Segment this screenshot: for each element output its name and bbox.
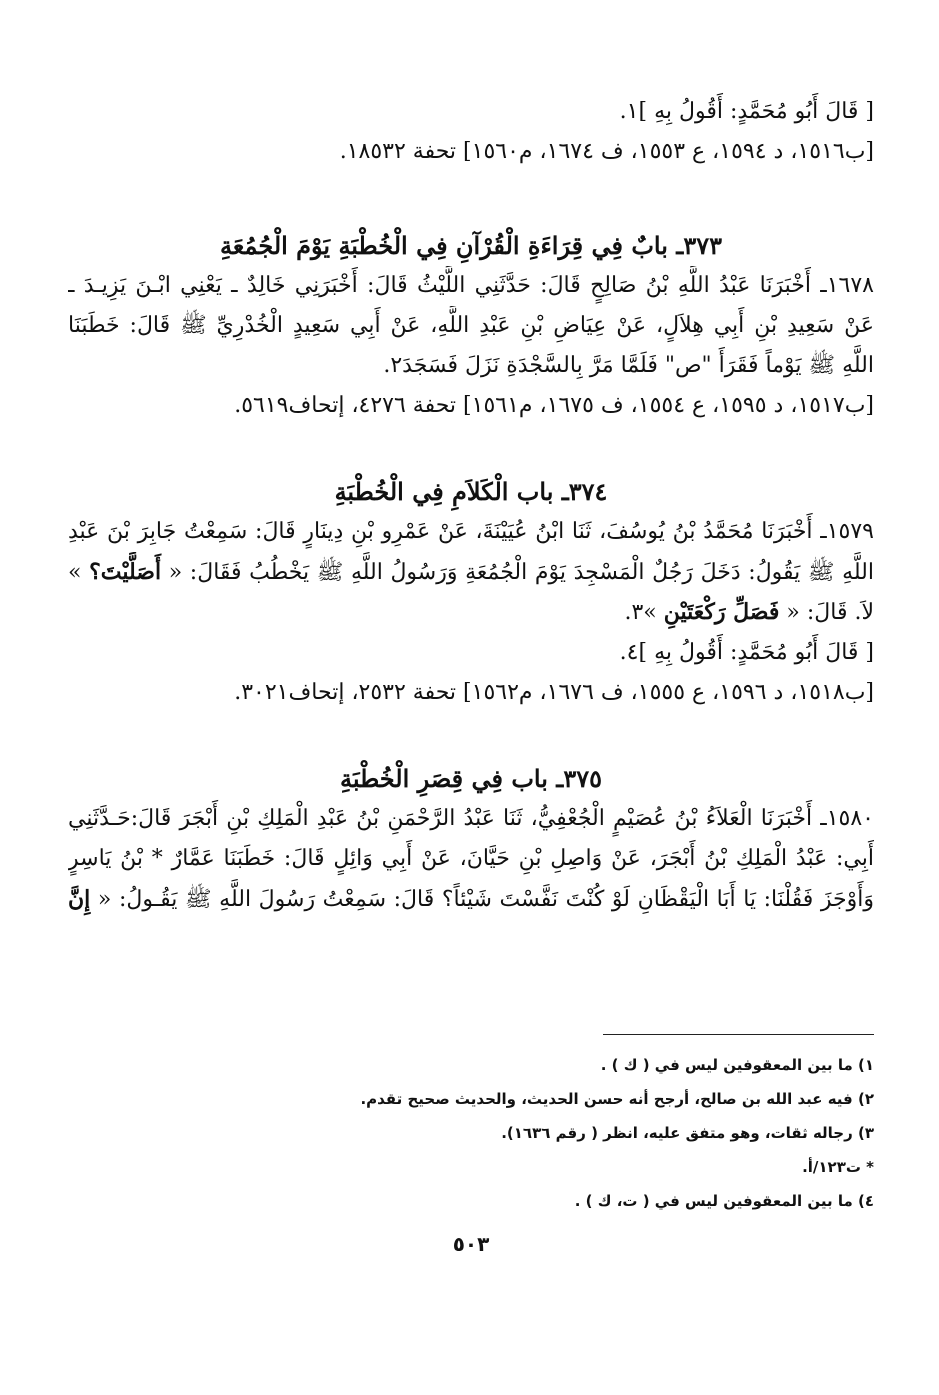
page-number: ٥٠٣ <box>452 1232 490 1256</box>
hadith-1678-line-3: اللَّهِ ﷺ يَوْماً فَقَرَأَ "ص" فَلَمَّا مَرَّ بِالسَّجْدَةِ نَزَلَ فَسَجَدَ٢. <box>383 353 874 378</box>
reference-line: [ب١٥١٨، د ١٥٩٦، ع ١٥٥٥، ف ١٦٧٦، م١٥٦٢] تحفة ٢٥٣٢، إتحاف٣٠٢١. <box>234 680 874 705</box>
footnote-1: ١) ما بين المعقوفين ليس في ( ك ) . <box>600 1056 874 1074</box>
page <box>68 92 874 1372</box>
bracket-note-line: [ قَالَ أَبُو مُحَمَّدٍ: أَقُولُ بِهِ ]٤. <box>619 640 874 665</box>
hadith-1579-line-1: ١٥٧٩ـ أَخْبَرَنَا مُحَمَّدُ بْنُ يُوسُفَ، ثَنَا ابْنُ عُيَيْنَةَ، عَنْ عَمْرِو بْنِ دِينَارٍ قَالَ: سَمِعْتُ جَابِرَ بْنَ عَبْدِ <box>68 519 874 544</box>
text-segment: وَأَوْجَزَ فَقُلْنَا: يَا أَبَا الْيَقْظَانِ لَوْ كُنْتَ نَفَّسْتَ شَيْئاً؟ قَالَ: سَمِعْتُ رَسُولَ اللَّهِ ﷺ يَقُـولُ: « <box>97 887 874 912</box>
chapter-374-title: ٣٧٤ـ باب الْكَلاَمِ فِي الْخُطْبَةِ <box>334 477 608 506</box>
prophetic-quote: إِنَّ <box>68 886 91 912</box>
footnote-4: ٤) ما بين المعقوفين ليس في ( ت، ك ) . <box>574 1192 874 1210</box>
reference-line: [ب١٥١٦، د ١٥٩٤، ع ١٥٥٣، ف ١٦٧٤، م١٥٦٠] تحفة ١٨٥٣٢. <box>339 139 874 164</box>
hadith-1580-line-1: ١٥٨٠ـ أَخْبَرَنَا الْعَلاَءُ بْنُ عُصَيْمٍ الْجُعْفِيُّ، ثَنَا عَبْدُ الرَّحْمَنِ بْنُ عَبْدِ الْمَلِكِ بْنِ أَبْجَرَ قَالَ:حَـدَّثَنِي <box>68 806 874 831</box>
footnote-2: ٢) فيه عبد الله بن صالح، أرجح أنه حسن الحديث، والحديث صحيح تقدم. <box>360 1090 874 1108</box>
bracket-note-line: [ قَالَ أَبُو مُحَمَّدٍ: أَقُولُ بِهِ ]١. <box>619 99 874 124</box>
hadith-1678-line-1: ١٦٧٨ـ أَخْبَرَنَا عَبْدُ اللَّهِ بْنُ صَالِحٍ قَالَ: حَدَّثَنِي اللَّيْثُ قَالَ: أَخْبَرَنِي خَالِدٌ ـ يَعْنِي ابْـنَ يَزِيـدَ ـ <box>68 273 874 298</box>
text-segment: »٣. <box>624 600 657 625</box>
footnote-manuscript-marker: * ت١٢٣/أ. <box>802 1158 874 1176</box>
hadith-1579-line-2 <box>68 552 874 592</box>
hadith-1580-line-3 <box>68 879 874 919</box>
footnote-separator <box>603 1034 874 1035</box>
footnote-3: ٣) رجاله ثقات، وهو متفق عليه، انظر ( رقم ١٦٣٦). <box>501 1124 874 1142</box>
hadith-1579-line-3 <box>68 592 874 633</box>
hadith-1580-line-2: أَبِي: عَبْدُ الْمَلِكِ بْنُ أَبْجَرَ، عَنْ وَاصِلِ بْنِ حَيَّانَ، عَنْ أَبِي وَائِلٍ قَالَ: خَطَبَنَا عَمَّارٌ * بْنُ يَاسِرٍ <box>68 846 874 871</box>
text-segment: لاَ. قَالَ: « <box>786 600 874 625</box>
prophetic-quote: فَصَلِّ رَكْعَتَيْنِ <box>663 599 780 625</box>
footnotes <box>68 1048 874 1218</box>
chapter-373-title: ٣٧٣ـ بابٌ فِي قِرَاءَةِ الْقُرْآنِ فِي الْخُطْبَةِ يَوْمَ الْجُمُعَةِ <box>220 231 722 260</box>
hadith-1678-line-2: عَنْ سَعِيدِ بْنِ أَبِي هِلاَلٍ، عَنْ عِيَاضِ بْنِ عَبْدِ اللَّهِ، عَنْ أَبِي سَعِيدٍ الْخُدْرِيِّ ﷺ قَالَ: خَطَبَنَا <box>68 313 874 338</box>
prophetic-quote: أَصَلَّيْتَ؟ <box>89 559 162 585</box>
chapter-375-title: ٣٧٥ـ باب فِي قِصَرِ الْخُطْبَةِ <box>340 764 602 793</box>
text-segment: » <box>68 560 82 585</box>
reference-line: [ب١٥١٧، د ١٥٩٥، ع ١٥٥٤، ف ١٦٧٥، م١٥٦١] تحفة ٤٢٧٦، إتحاف٥٦١٩. <box>234 393 874 418</box>
text-segment: اللَّهِ ﷺ يَقُولُ: دَخَلَ رَجُلٌ الْمَسْجِدَ يَوْمَ الْجُمُعَةِ وَرَسُولُ اللَّهِ ﷺ يَخْطُبُ فَقَالَ: « <box>168 560 874 585</box>
